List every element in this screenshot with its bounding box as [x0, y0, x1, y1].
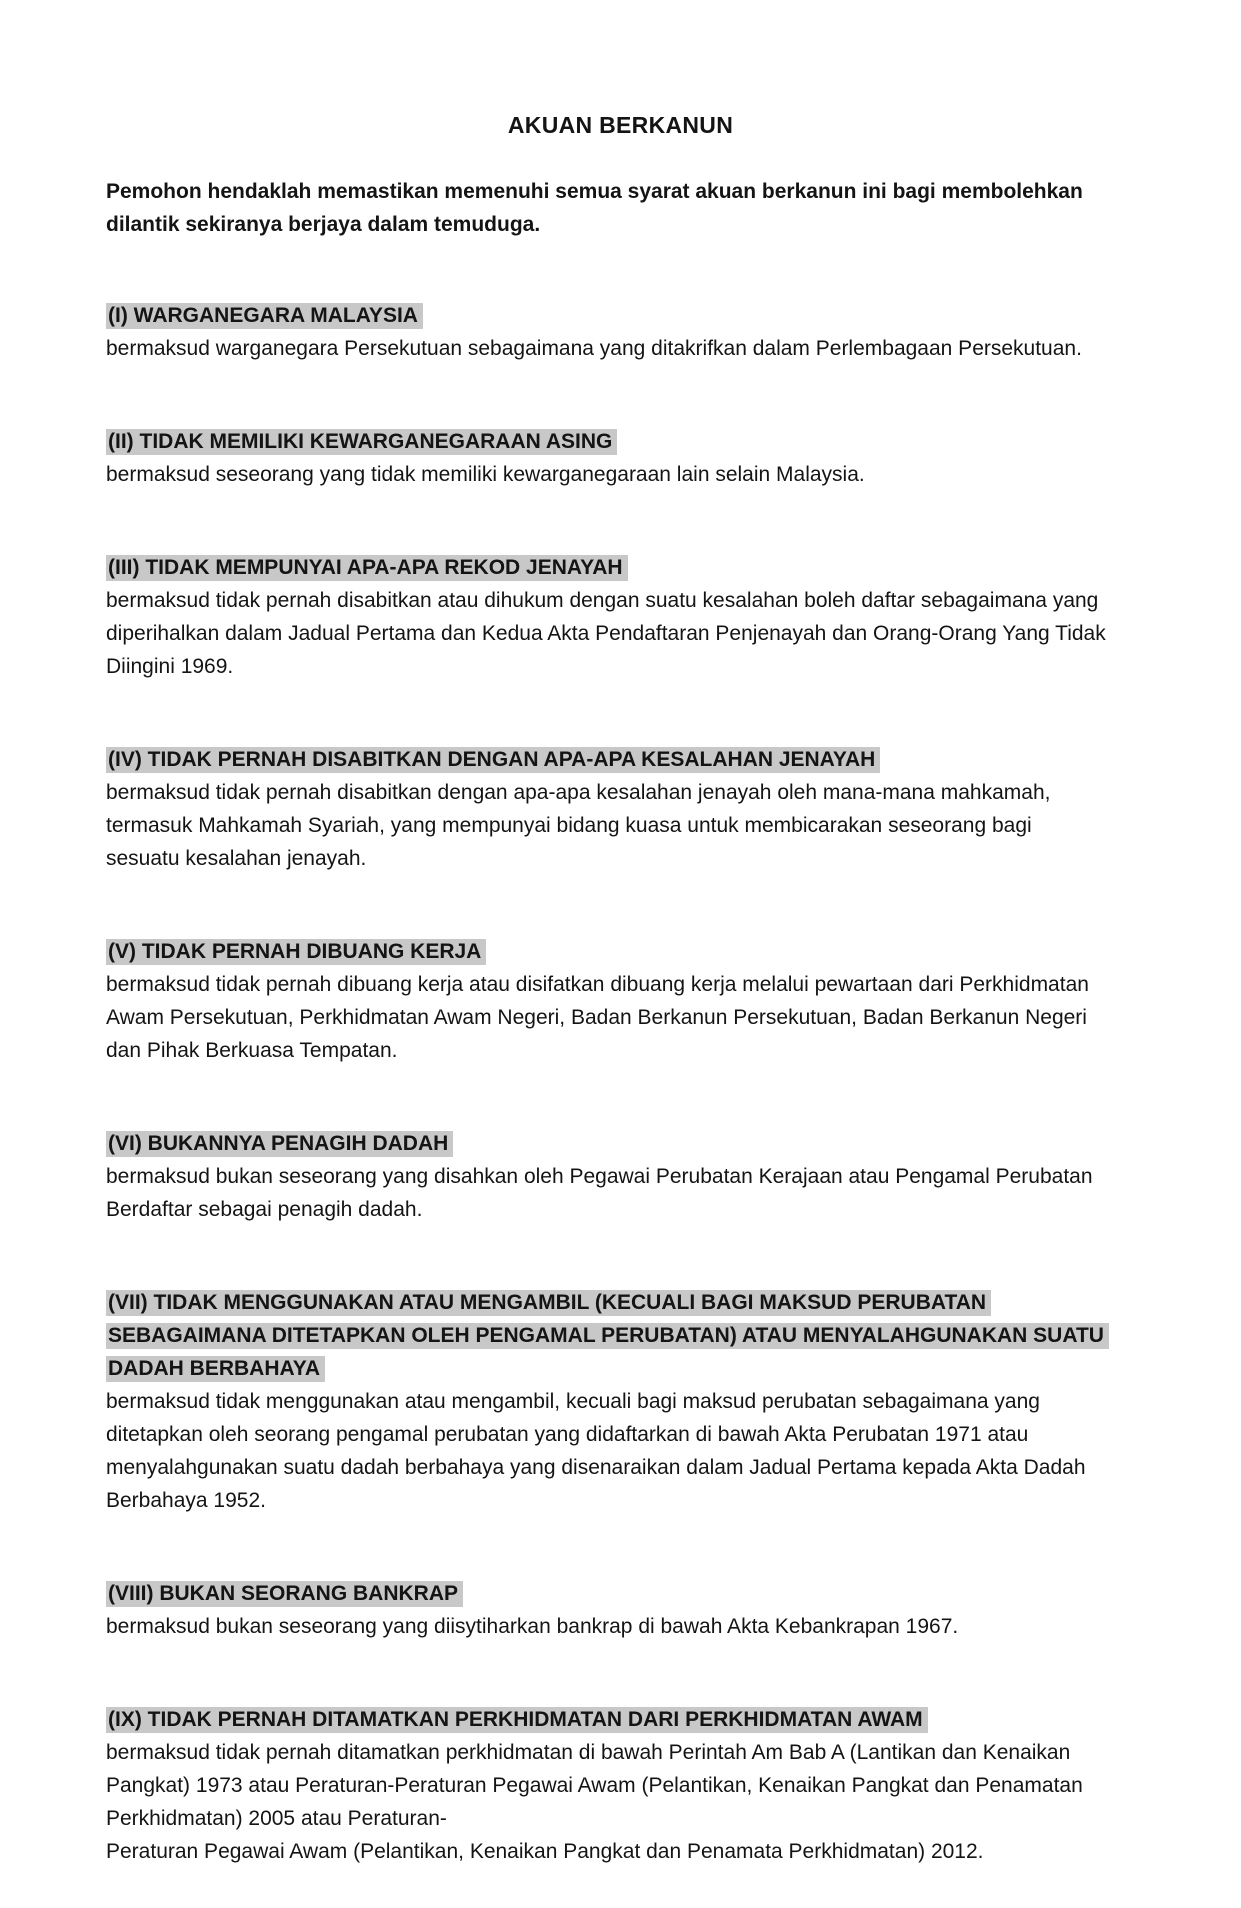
section-heading-text: (II) TIDAK MEMILIKI KEWARGANEGARAAN ASING	[106, 429, 617, 455]
section-paragraph: bermaksud tidak menggunakan atau mengambil, kecuali bagi maksud perubatan sebagaimana yang ditetapkan oleh seorang pengamal perubatan yang didaftarkan di bawah Akta Perubatan 1971 atau menyalahgunakan suatu dadah berbahaya yang disenaraikan dalam Jadual Pertama kepada Akta Dadah Berbahaya 1952.	[106, 1390, 1086, 1512]
section-1	[106, 299, 1111, 365]
section-paragraph: bermaksud seseorang yang tidak memiliki kewarganegaraan lain selain Malaysia.	[106, 463, 865, 486]
section-5	[106, 935, 1111, 1067]
section-heading	[106, 1577, 1111, 1610]
section-heading	[106, 299, 1111, 332]
section-8	[106, 1577, 1111, 1643]
section-paragraph: bermaksud bukan seseorang yang diisytiharkan bankrap di bawah Akta Kebankrapan 1967.	[106, 1615, 959, 1638]
section-heading	[106, 1127, 1111, 1160]
section-paragraph: bermaksud tidak pernah dibuang kerja atau disifatkan dibuang kerja melalui pewartaan dari Perkhidmatan Awam Persekutuan, Perkhidmatan Awam Negeri, Badan Berkanun Persekutuan, Badan Berkanun Negeri dan Pihak Berkuasa Tempatan.	[106, 973, 1089, 1062]
section-paragraph: bermaksud tidak pernah ditamatkan perkhidmatan di bawah Perintah Am Bab A (Lantikan dan Kenaikan Pangkat) 1973 atau Peraturan-Peraturan Pegawai Awam (Pelantikan, Kenaikan Pangkat dan Penamatan Perkhidmatan) 2005 atau Peraturan-	[106, 1741, 1083, 1830]
sections	[106, 299, 1135, 1868]
section-4	[106, 743, 1111, 875]
section-3	[106, 551, 1111, 683]
section-heading	[106, 425, 1111, 458]
document-title: AKUAN BERKANUN	[507, 112, 734, 138]
section-heading	[106, 1703, 1111, 1736]
section-paragraph: bermaksud tidak pernah disabitkan dengan apa-apa kesalahan jenayah oleh mana-mana mahkamah, termasuk Mahkamah Syariah, yang mempunyai bidang kuasa untuk membicarakan seseorang bagi sesuatu kesalahan jenayah.	[106, 781, 1051, 870]
section-9	[106, 1703, 1111, 1868]
section-heading	[106, 1286, 1111, 1385]
section-6	[106, 1127, 1111, 1226]
section-heading-text: (I) WARGANEGARA MALAYSIA	[106, 303, 423, 329]
intro-paragraph: Pemohon hendaklah memastikan memenuhi semua syarat akuan berkanun ini bagi membolehkan dilantik sekiranya berjaya dalam temuduga.	[106, 180, 1083, 236]
section-paragraph: Peraturan Pegawai Awam (Pelantikan, Kenaikan Pangkat dan Penamata Perkhidmatan) 2012.	[106, 1840, 984, 1863]
section-heading-text: (IV) TIDAK PERNAH DISABITKAN DENGAN APA-APA KESALAHAN JENAYAH	[106, 747, 880, 773]
section-heading-text: (IX) TIDAK PERNAH DITAMATKAN PERKHIDMATAN DARI PERKHIDMATAN AWAM	[106, 1707, 928, 1733]
section-2	[106, 425, 1111, 491]
section-heading-text: (VII) TIDAK MENGGUNAKAN ATAU MENGAMBIL (KECUALI BAGI MAKSUD PERUBATAN SEBAGAIMANA DITETAPKAN OLEH PENGAMAL PERUBATAN) ATAU MENYALAHGUNAKAN SUATU DADAH BERBAHAYA	[106, 1290, 1109, 1382]
section-heading	[106, 935, 1111, 968]
section-heading	[106, 551, 1111, 584]
section-heading-text: (VI) BUKANNYA PENAGIH DADAH	[106, 1131, 453, 1157]
section-paragraph: bermaksud warganegara Persekutuan sebagaimana yang ditakrifkan dalam Perlembagaan Persekutuan.	[106, 337, 1082, 360]
section-heading-text: (III) TIDAK MEMPUNYAI APA-APA REKOD JENAYAH	[106, 555, 628, 581]
section-paragraph: bermaksud bukan seseorang yang disahkan oleh Pegawai Perubatan Kerajaan atau Pengamal Perubatan Berdaftar sebagai penagih dadah.	[106, 1165, 1093, 1221]
section-heading-text: (V) TIDAK PERNAH DIBUANG KERJA	[106, 939, 486, 965]
section-7	[106, 1286, 1111, 1517]
section-heading-text: (VIII) BUKAN SEORANG BANKRAP	[106, 1581, 463, 1607]
section-paragraph: bermaksud tidak pernah disabitkan atau dihukum dengan suatu kesalahan boleh daftar sebagaimana yang diperihalkan dalam Jadual Pertama dan Kedua Akta Pendaftaran Penjenayah dan Orang-Orang Yang Tidak Diingini 1969.	[106, 589, 1106, 678]
section-heading	[106, 743, 1111, 776]
